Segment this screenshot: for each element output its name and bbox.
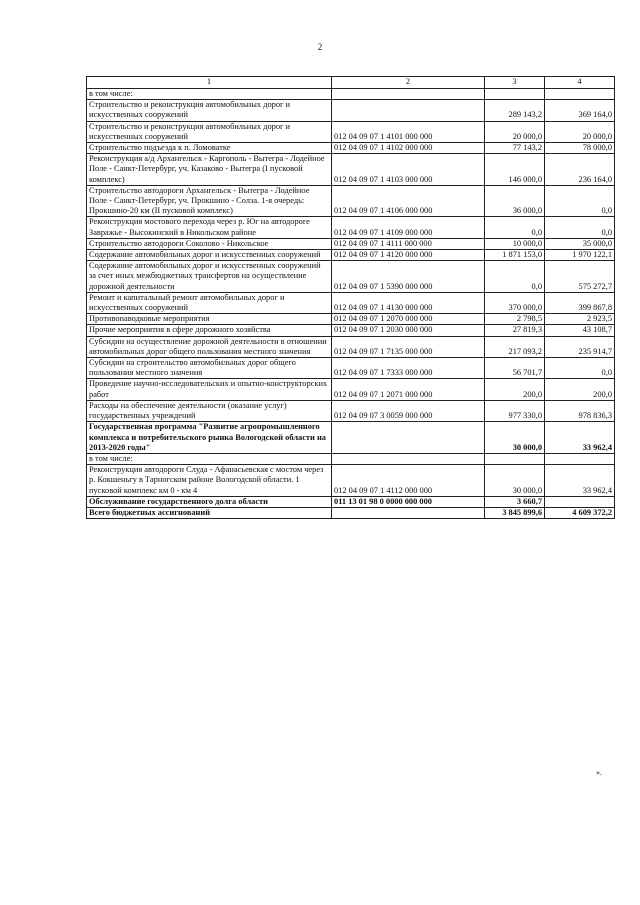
table-row	[87, 121, 615, 142]
row-name: Содержание автомобильных дорог и искусственных сооружений	[87, 250, 332, 261]
row-value-2013: 2 798,5	[485, 314, 545, 325]
row-code	[332, 422, 485, 454]
row-value-2013: 977 330,0	[485, 400, 545, 421]
column-number-1: 1	[87, 77, 332, 89]
row-value-2013	[485, 453, 545, 464]
column-number-3: 3	[485, 77, 545, 89]
row-value-2013: 0,0	[485, 217, 545, 238]
row-name: Ремонт и капитальный ремонт автомобильных дорог и искусственных сооружений	[87, 292, 332, 313]
row-code: 012 04 09 07 1 4111 000 000	[332, 238, 485, 249]
table-row	[87, 89, 615, 100]
row-value-2014	[545, 496, 615, 507]
row-value-2013: 370 000,0	[485, 292, 545, 313]
row-name: Строительство автодороги Архангельск - Вытегра - Лодейное Поле - Санкт-Петербург, уч. Прокшино - Солза. 1-я очередь: Прокшино-20 км (II пусковой комплекс)	[87, 185, 332, 217]
row-code: 012 04 09 07 1 4130 000 000	[332, 292, 485, 313]
row-name: Строительство подъезда к п. Ломоватке	[87, 143, 332, 154]
row-value-2013: 36 000,0	[485, 185, 545, 217]
row-value-2014: 4 609 372,2	[545, 507, 615, 518]
table-row	[87, 496, 615, 507]
row-value-2013: 30 000,0	[485, 465, 545, 497]
table-row	[87, 507, 615, 518]
table-row	[87, 100, 615, 121]
row-value-2014: 399 867,8	[545, 292, 615, 313]
row-value-2014: 1 970 122,1	[545, 250, 615, 261]
row-code: 012 04 09 07 1 4101 000 000	[332, 121, 485, 142]
row-code: 012 04 09 07 1 2030 000 000	[332, 325, 485, 336]
row-value-2014: 43 108,7	[545, 325, 615, 336]
row-value-2014: 35 000,0	[545, 238, 615, 249]
row-name: Строительство и реконструкция автомобильных дорог и искусственных сооружений	[87, 100, 332, 121]
table-row	[87, 379, 615, 400]
row-code: 012 04 09 07 1 4102 000 000	[332, 143, 485, 154]
row-value-2014: 2 923,5	[545, 314, 615, 325]
row-code: 012 04 09 07 1 4109 000 000	[332, 217, 485, 238]
budget-table	[86, 76, 615, 519]
row-code: 012 04 09 07 1 4106 000 000	[332, 185, 485, 217]
row-code: 012 04 09 07 1 4103 000 000	[332, 154, 485, 186]
table-row	[87, 422, 615, 454]
row-code: 012 04 09 07 1 4120 000 000	[332, 250, 485, 261]
row-name: Строительство и реконструкция автомобильных дорог и искусственных сооружений	[87, 121, 332, 142]
row-value-2014: 978 836,3	[545, 400, 615, 421]
row-name: в том числе:	[87, 453, 332, 464]
row-code: 012 04 09 07 1 7333 000 000	[332, 358, 485, 379]
closing-quote-mark: ».	[596, 768, 602, 777]
row-name: Всего бюджетных ассигнований	[87, 507, 332, 518]
budget-table-body	[87, 77, 615, 519]
row-code: 012 04 09 07 1 7135 000 000	[332, 336, 485, 357]
row-value-2013: 217 093,2	[485, 336, 545, 357]
row-name: Государственная программа "Развитие агропромышленного комплекса и потребительского рынка Вологодской области на 2013-2020 годы"	[87, 422, 332, 454]
row-value-2014	[545, 453, 615, 464]
row-value-2013: 1 871 153,0	[485, 250, 545, 261]
row-value-2014: 200,0	[545, 379, 615, 400]
row-value-2013	[485, 89, 545, 100]
row-value-2013: 56 701,7	[485, 358, 545, 379]
row-name: Проведение научно-исследовательских и опытно-конструкторских работ	[87, 379, 332, 400]
row-name: Прочие мероприятия в сфере дорожного хозяйства	[87, 325, 332, 336]
row-value-2013: 146 000,0	[485, 154, 545, 186]
column-number-4: 4	[545, 77, 615, 89]
row-value-2014	[545, 89, 615, 100]
row-code: 012 04 09 07 1 4112 000 000	[332, 465, 485, 497]
table-row	[87, 325, 615, 336]
table-row	[87, 292, 615, 313]
row-value-2014: 0,0	[545, 185, 615, 217]
row-value-2014: 0,0	[545, 217, 615, 238]
row-name: в том числе:	[87, 89, 332, 100]
row-name: Расходы на обеспечение деятельности (оказание услуг) государственных учреждений	[87, 400, 332, 421]
row-value-2013: 10 000,0	[485, 238, 545, 249]
column-number-row	[87, 77, 615, 89]
row-value-2013: 27 819,3	[485, 325, 545, 336]
row-code: 012 04 09 07 1 5390 000 000	[332, 261, 485, 293]
row-code	[332, 89, 485, 100]
table-row	[87, 250, 615, 261]
row-name: Реконструкция а/д Архангельск - Каргополь - Вытегра - Лодейное Поле - Санкт-Петербург, уч. Казаково - Вытегра (I пусковой комплекс)	[87, 154, 332, 186]
row-value-2013: 77 143,2	[485, 143, 545, 154]
row-value-2013: 200,0	[485, 379, 545, 400]
row-value-2013: 3 660,7	[485, 496, 545, 507]
row-value-2014: 33 962,4	[545, 422, 615, 454]
row-value-2013: 0,0	[485, 261, 545, 293]
row-value-2014: 236 164,0	[545, 154, 615, 186]
page-number: 2	[317, 42, 323, 52]
row-name: Реконструкция мостового перехода через р. Юг на автодороге Завражье - Высокинский в Никольском районе	[87, 217, 332, 238]
row-name: Субсидии на строительство автомобильных дорог общего пользования местного значения	[87, 358, 332, 379]
row-code: 012 04 09 07 1 2070 000 000	[332, 314, 485, 325]
table-row	[87, 154, 615, 186]
row-name: Субсидии на осуществление дорожной деятельности в отношении автомобильных дорог общего пользования местного значения	[87, 336, 332, 357]
row-value-2014: 235 914,7	[545, 336, 615, 357]
table-row	[87, 238, 615, 249]
row-name: Реконструкция автодороги Слуда - Афанасьевская с мостом через р. Кокшеньгу в Тарногском районе Вологодской области. 1 пусковой комплекс км 0 - км 4	[87, 465, 332, 497]
table-row	[87, 314, 615, 325]
row-value-2014: 20 000,0	[545, 121, 615, 142]
row-name: Обслуживание государственного долга области	[87, 496, 332, 507]
row-value-2014: 0,0	[545, 358, 615, 379]
row-value-2013: 20 000,0	[485, 121, 545, 142]
table-row	[87, 336, 615, 357]
table-row	[87, 400, 615, 421]
row-value-2013: 30 000,0	[485, 422, 545, 454]
row-value-2014: 33 962,4	[545, 465, 615, 497]
row-value-2014: 369 164,0	[545, 100, 615, 121]
table-row	[87, 143, 615, 154]
row-name: Строительство автодороги Соколово - Никольское	[87, 238, 332, 249]
table-row	[87, 217, 615, 238]
row-value-2014: 78 000,0	[545, 143, 615, 154]
table-row	[87, 185, 615, 217]
row-code: 012 04 09 07 1 2071 000 000	[332, 379, 485, 400]
column-number-2: 2	[332, 77, 485, 89]
row-value-2013: 289 143,2	[485, 100, 545, 121]
row-value-2014: 575 272,7	[545, 261, 615, 293]
row-code: 012 04 09 07 3 0059 000 000	[332, 400, 485, 421]
row-name: Содержание автомобильных дорог и искусственных сооружений за счет иных межбюджетных трансфертов на осуществление дорожной деятельности	[87, 261, 332, 293]
row-code: 011 13 01 98 0 0000 000 000	[332, 496, 485, 507]
row-name: Противопаводковые мероприятия	[87, 314, 332, 325]
row-code	[332, 100, 485, 121]
row-value-2013: 3 845 899,6	[485, 507, 545, 518]
table-row	[87, 465, 615, 497]
table-row	[87, 358, 615, 379]
row-code	[332, 507, 485, 518]
row-code	[332, 453, 485, 464]
table-row	[87, 453, 615, 464]
table-row	[87, 261, 615, 293]
